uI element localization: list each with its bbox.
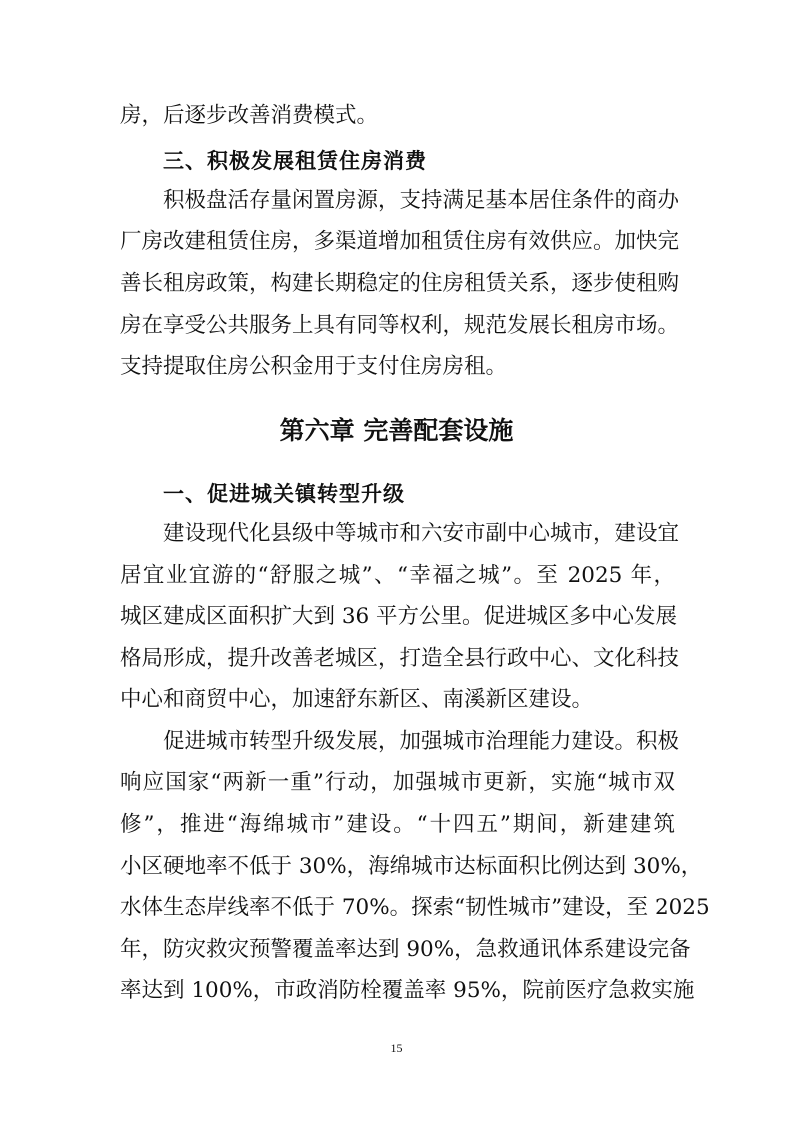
paragraph-line: 城区建成区面积扩大到 36 平方公里。促进城区多中心发展 xyxy=(120,604,678,629)
paragraph-line: 响应国家“两新一重”行动，加强城市更新，实施“城市双 xyxy=(120,770,675,795)
paragraph-line: 积极盘活存量闲置房源，支持满足基本居住条件的商办 xyxy=(163,188,680,213)
paragraph-line: 水体生态岸线率不低于 70%。探索“韧性城市”建设，至 2025 xyxy=(120,895,710,920)
paragraph-line: 厂房改建租赁住房，多渠道增加租赁住房有效供应。加快完 xyxy=(120,229,680,254)
page-number: 15 xyxy=(390,1041,403,1055)
paragraph-line: 中心和商贸中心，加速舒东新区、南溪新区建设。 xyxy=(120,687,594,712)
paragraph-line: 促进城市转型升级发展，加强城市治理能力建设。积极 xyxy=(163,729,680,754)
section-heading-rental-housing: 三、积极发展租赁住房消费 xyxy=(163,149,427,173)
paragraph-line: 居宜业宜游的“舒服之城”、“幸福之城”。至 2025 年， xyxy=(120,563,675,588)
paragraph-line: 支持提取住房公积金用于支付住房房租。 xyxy=(120,354,508,379)
paragraph-line: 小区硬地率不低于 30%，海绵城市达标面积比例达到 30%， xyxy=(120,854,703,879)
paragraph-line: 格局形成，提升改善老城区，打造全县行政中心、文化科技 xyxy=(120,646,680,671)
section-heading-town-upgrade: 一、促进城关镇转型升级 xyxy=(163,482,405,506)
paragraph-line: 修”，推进“海绵城市”建设。“十四五”期间，新建建筑 xyxy=(120,812,675,837)
paragraph-line: 善长租房政策，构建长期稳定的住房租赁关系，逐步使租购 xyxy=(120,271,680,296)
paragraph-line: 率达到 100%，市政消防栓覆盖率 95%，院前医疗急救实施 xyxy=(120,978,695,1003)
paragraph-line: 建设现代化县级中等城市和六安市副中心城市，建设宜 xyxy=(163,521,680,546)
paragraph-line: 年，防灾救灾预警覆盖率达到 90%，急救通讯体系建设完备 xyxy=(120,937,691,962)
paragraph-line: 房在享受公共服务上具有同等权利，规范发展长租房市场。 xyxy=(120,313,680,338)
paragraph-line: 房，后逐步改善消费模式。 xyxy=(120,103,379,128)
chapter-title: 第六章 完善配套设施 xyxy=(279,416,514,445)
